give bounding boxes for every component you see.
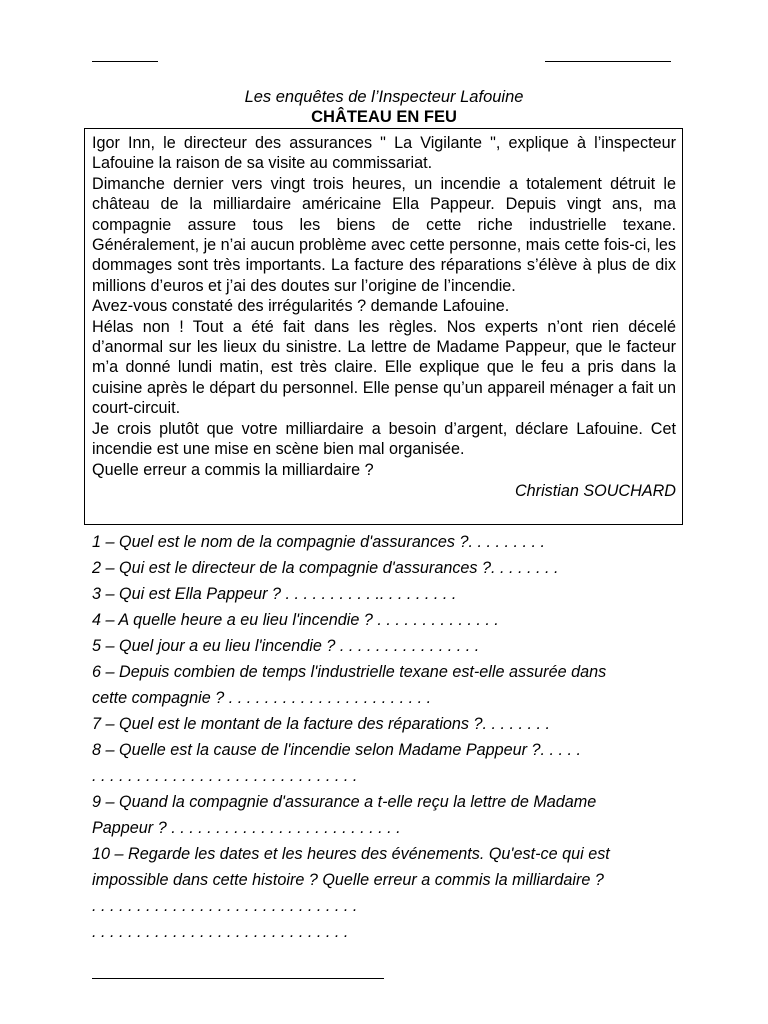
- answer-line: . . . . . . . . . . . . . . . . . . . . . . . . . . . . . .: [92, 767, 358, 785]
- footer-line: [92, 978, 384, 979]
- question-line: 8 – Quelle est la cause de l'incendie selon Madame Pappeur ?. . . . .: [92, 741, 582, 759]
- answer-line: . . . . . . . . . . . . . . . . . . . . . . . . . . . . .: [92, 923, 349, 941]
- question-line: 4 – A quelle heure a eu lieu l'incendie ? . . . . . . . . . . . . . .: [92, 611, 499, 629]
- question-line: 7 – Quel est le montant de la facture des réparations ?. . . . . . . .: [92, 715, 550, 733]
- question-list: [92, 529, 679, 945]
- question-line: impossible dans cette histoire ? Quelle erreur a commis la milliardaire ?: [92, 871, 604, 889]
- series-subtitle: Les enquêtes de l’Inspecteur Lafouine: [244, 88, 524, 106]
- story-box: [84, 128, 683, 525]
- name-line: [92, 61, 158, 62]
- question-line: 10 – Regarde les dates et les heures des événements. Qu'est-ce qui est: [92, 845, 610, 863]
- answer-line: . . . . . . . . . . . . . . . . . . . . . . . . . . . . . .: [92, 897, 358, 915]
- story-paragraph: Dimanche dernier vers vingt trois heures, un incendie a totalement détruit le château de la milliardaire américaine Ella Pappeur. Depuis vingt ans, ma compagnie assure tous les biens de cette riche industrielle texane. Généralement, je n’ai aucun problème avec cette personne, mais cette fois-ci, les dommages sont très importants. La facture des réparations s’élève à plus de dix millions d’euros et j’ai des doutes sur l’origine de l’incendie.: [92, 174, 676, 295]
- question-line: 5 – Quel jour a eu lieu l'incendie ? . . . . . . . . . . . . . . . .: [92, 637, 480, 655]
- date-line: [545, 61, 671, 62]
- story-paragraph: Igor Inn, le directeur des assurances " La Vigilante ", explique à l’inspecteur Lafouine la raison de sa visite au commissariat.: [92, 134, 676, 173]
- question-line: 2 – Qui est le directeur de la compagnie d'assurances ?. . . . . . . .: [92, 559, 559, 577]
- question-line: 9 – Quand la compagnie d'assurance a t-elle reçu la lettre de Madame: [92, 793, 597, 811]
- story-author: Christian SOUCHARD: [514, 481, 676, 500]
- answer-line: Pappeur ? . . . . . . . . . . . . . . . . . . . . . . . . . .: [92, 819, 401, 837]
- answer-line: cette compagnie ? . . . . . . . . . . . . . . . . . . . . . . .: [92, 689, 432, 707]
- story-paragraph: Quelle erreur a commis la milliardaire ?: [92, 460, 374, 479]
- story-title: CHÂTEAU EN FEU: [311, 108, 457, 126]
- story-paragraph: Je crois plutôt que votre milliardaire a besoin d’argent, déclare Lafouine. Cet incendie est une mise en scène bien mal organisée.: [92, 419, 676, 459]
- question-line: 3 – Qui est Ella Pappeur ? . . . . . . . . . . .. . . . . . . . .: [92, 585, 457, 603]
- story-paragraph: Hélas non ! Tout a été fait dans les règles. Nos experts n’ont rien décelé d’anormal sur les lieux du sinistre. La lettre de Madame Pappeur, que le facteur m’a donné lundi matin, est très claire. Elle explique que le feu a pris dans la cuisine après le départ du personnel. Elle pense qu’un appareil ménager a fait un court-circuit.: [92, 317, 676, 418]
- story-paragraph: Avez-vous constaté des irrégularités ? demande Lafouine.: [92, 297, 510, 316]
- question-line: 1 – Quel est le nom de la compagnie d'assurances ?. . . . . . . . .: [92, 533, 545, 551]
- question-line: 6 – Depuis combien de temps l'industrielle texane est-elle assurée dans: [92, 663, 607, 681]
